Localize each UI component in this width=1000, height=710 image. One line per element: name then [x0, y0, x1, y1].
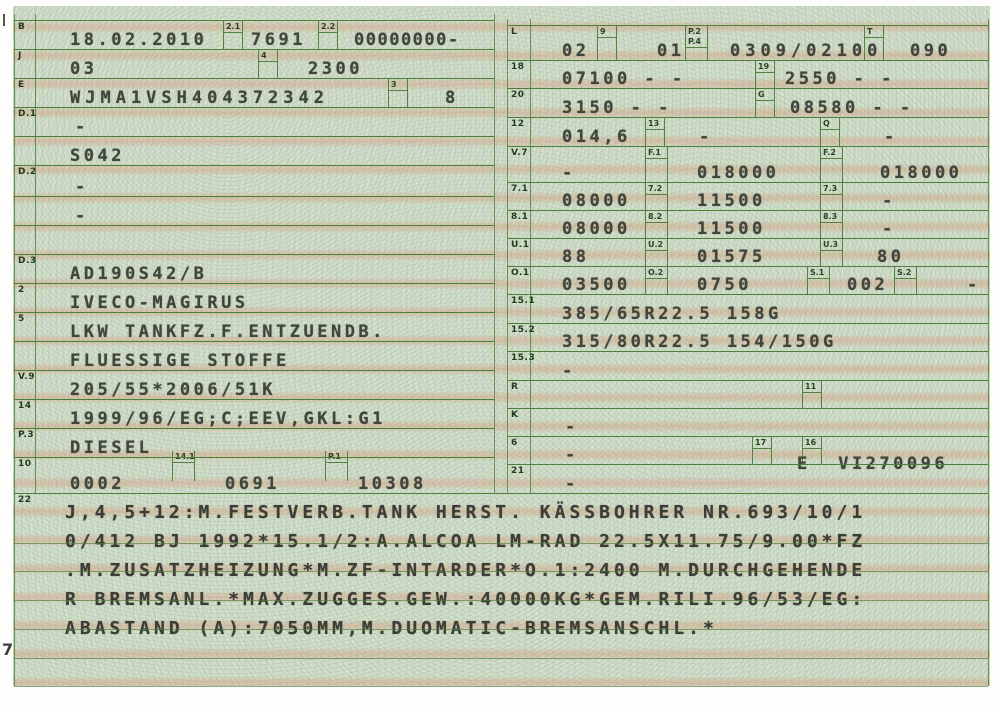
field-code: R — [511, 382, 519, 392]
field-row-K — [507, 408, 988, 437]
sub-field-box — [645, 147, 668, 183]
field-row — [14, 196, 494, 226]
sub-field-box — [223, 21, 243, 50]
field-value: 18.02.2010 — [70, 30, 208, 50]
field-code: 15.1 — [511, 296, 536, 306]
approval-number-value: E VI270096 — [797, 454, 949, 474]
sub-field-code: Q — [821, 118, 839, 130]
sub-field-box — [752, 437, 772, 465]
field-value: 00000000- — [354, 30, 460, 50]
field-code: 15.3 — [511, 353, 536, 363]
sub-field-code: 14.1 — [173, 451, 194, 463]
field-value: 2550 - - — [785, 69, 895, 89]
field-row-10 — [14, 457, 494, 494]
field-value: 80 — [877, 247, 905, 267]
field-code: 12 — [511, 119, 525, 129]
sub-field-code: P.1 — [326, 451, 347, 463]
field-code: D.3 — [18, 256, 37, 266]
remarks-rule — [14, 543, 988, 544]
field-value: - — [882, 191, 896, 211]
sub-field-code: U.2 — [646, 239, 667, 251]
field-value: 090 — [910, 41, 952, 61]
remarks-line: R BREMSANL.*MAX.ZUGGES.GEW.:40000KG*GEM.RILI.96/53/EG: — [65, 589, 867, 610]
field-value: - — [562, 361, 576, 381]
handwritten-margin-number: 7 — [2, 640, 14, 659]
field-value: 0309/02100 — [730, 41, 883, 61]
sub-field-box — [802, 381, 822, 409]
field-code: E — [18, 80, 25, 90]
sub-field-box — [820, 239, 843, 267]
field-code: O.1 — [511, 268, 530, 278]
sub-field-box — [820, 118, 840, 147]
sub-field-code: U.3 — [821, 239, 842, 251]
field-row-D2 — [14, 165, 494, 197]
field-code: 21 — [511, 466, 525, 476]
sub-field-box — [645, 239, 668, 267]
field-value: 10308 — [358, 474, 427, 494]
field-value: FLUESSIGE STOFFE — [70, 351, 290, 371]
field-code: B — [18, 22, 26, 32]
sub-field-code: T — [865, 26, 883, 38]
sub-field-code: 4 — [259, 50, 277, 62]
field-code: L — [511, 27, 518, 37]
sub-field-code: 19 — [756, 61, 774, 73]
remarks-rule — [14, 658, 988, 659]
field-value: LKW TANKFZ.F.ENTZUENDB. — [70, 322, 386, 342]
field-row-14 — [14, 399, 494, 429]
sub-field-box — [645, 183, 668, 211]
remarks-line: .M.ZUSATZHEIZUNG*M.ZF-INTARDER*O.1:2400 M.DURCHGEHENDE — [65, 560, 867, 581]
field-value: 1999/96/EG;C;EEV,GKL:G1 — [70, 409, 386, 429]
sub-field-box — [894, 267, 917, 295]
field-row-5 — [14, 312, 494, 342]
field-row-152 — [507, 323, 988, 352]
field-code: P.3 — [18, 430, 35, 440]
sub-field-code: 16 — [803, 437, 821, 449]
field-value: 11500 — [697, 219, 766, 239]
field-value: - — [75, 206, 89, 226]
sub-field-code: F.2 — [821, 147, 842, 159]
field-value: - — [565, 474, 579, 494]
field-value: - — [565, 417, 579, 437]
field-value: 02 — [562, 41, 590, 61]
field-row-71 — [507, 182, 988, 211]
field-value: S042 — [70, 146, 125, 166]
field-value: 03500 — [562, 275, 631, 295]
field-value: - — [75, 177, 89, 197]
field-value: 88 — [562, 247, 590, 267]
field-value: AD190S42/B — [70, 264, 208, 284]
field-row-J — [14, 49, 494, 79]
field-code: V.9 — [18, 372, 35, 382]
field-value: 018000 — [880, 163, 963, 183]
vin-value: WJMA1VSH404372342 — [70, 88, 329, 108]
field-row-E — [14, 78, 494, 108]
sub-field-code: P.2 — [688, 27, 701, 36]
field-value: - — [882, 219, 896, 239]
sub-field-code: 11 — [803, 381, 821, 393]
field-row-20 — [507, 88, 988, 118]
remarks-rule — [14, 686, 988, 687]
field-code: 2 — [18, 285, 25, 295]
field-value: - — [699, 127, 713, 147]
field-row — [14, 341, 494, 371]
sub-field-box — [864, 26, 884, 61]
field-code: D.2 — [18, 167, 37, 177]
field-value: 014,6 — [562, 127, 631, 147]
field-value: 385/65R22.5 158G — [562, 304, 782, 324]
sub-field-code: 7.2 — [646, 183, 667, 195]
field-value: DIESEL — [70, 438, 153, 458]
field-row-R — [507, 380, 988, 409]
sub-field-code: O.2 — [646, 267, 667, 279]
remarks-line: ABASTAND (A):7050MM,M.DUOMATIC-BREMSANSCHL.* — [65, 618, 718, 639]
sub-field-box — [820, 183, 843, 211]
field-code: K — [511, 410, 519, 420]
field-value: 11500 — [697, 191, 766, 211]
sub-field-box — [685, 26, 708, 61]
field-row-81 — [507, 210, 988, 239]
field-code: 22 — [18, 495, 32, 505]
field-code: U.1 — [511, 240, 530, 250]
field-code: 6 — [511, 438, 518, 448]
sub-field-code: 7.3 — [821, 183, 842, 195]
field-row-153 — [507, 351, 988, 381]
field-value: IVECO-MAGIRUS — [70, 293, 249, 313]
sub-field-code: 8.3 — [821, 211, 842, 223]
field-value: 2300 — [308, 59, 363, 79]
sub-field-box — [755, 89, 775, 118]
field-code: V.7 — [511, 148, 528, 158]
field-code: 5 — [18, 314, 25, 324]
field-value: - — [565, 445, 579, 465]
field-row-O1 — [507, 266, 988, 295]
remarks-rule — [14, 629, 988, 630]
field-row-12 — [507, 117, 988, 147]
field-row-V9 — [14, 370, 494, 400]
sub-field-box — [645, 267, 668, 295]
sub-field-code: 2.2 — [319, 21, 337, 33]
field-value: 03 — [70, 59, 98, 79]
field-value: 7691 — [251, 30, 306, 50]
field-value: 0750 — [697, 275, 752, 295]
field-row-151 — [507, 294, 988, 324]
field-value: 0002 — [70, 474, 125, 494]
sub-field-box — [258, 50, 278, 79]
scan-artifact-mark — [3, 14, 5, 26]
remarks-rule — [14, 600, 988, 601]
field-code: J — [18, 51, 22, 61]
remarks-section — [14, 493, 988, 687]
remarks-line: J,4,5+12:M.FESTVERB.TANK HERST. KÄSSBOHRER NR.693/10/1 — [65, 502, 867, 523]
sub-field-code: G — [756, 89, 774, 101]
field-row-2 — [14, 283, 494, 313]
field-row-21 — [507, 464, 988, 494]
field-value: 002 — [847, 275, 889, 295]
sub-field-code: 17 — [753, 437, 771, 449]
sub-field-code: P.4 — [686, 36, 707, 48]
field-value: - — [75, 117, 89, 137]
field-code: D.1 — [18, 109, 37, 119]
field-row-P3 — [14, 428, 494, 461]
sub-field-box — [807, 267, 830, 295]
field-value: - — [562, 163, 576, 183]
field-value: - — [967, 275, 981, 295]
sub-field-code: F.1 — [646, 147, 667, 159]
field-row-U1 — [507, 238, 988, 267]
sub-field-code: 13 — [646, 118, 664, 130]
field-value: 08580 - - — [790, 98, 914, 118]
field-code: 18 — [511, 62, 525, 72]
field-row — [14, 136, 494, 166]
field-value: 07100 - - — [562, 69, 686, 89]
sub-field-box — [645, 118, 665, 147]
field-value: 315/80R22.5 154/150G — [562, 332, 837, 352]
sub-field-box — [820, 147, 843, 183]
field-row — [14, 225, 494, 255]
sub-field-code: 2.1 — [224, 21, 242, 33]
field-value: 08000 — [562, 219, 631, 239]
field-row-18 — [507, 60, 988, 89]
sub-field-code: 3 — [389, 79, 407, 91]
field-value: 08000 — [562, 191, 631, 211]
field-code: 20 — [511, 90, 525, 100]
field-value: 3150 - - — [562, 98, 672, 118]
column-divider-rule — [494, 14, 495, 493]
field-code: 10 — [18, 459, 32, 469]
field-code: 7.1 — [511, 184, 529, 194]
field-value: 0691 — [225, 474, 280, 494]
sub-field-box — [645, 211, 668, 239]
field-row-D1 — [14, 107, 494, 137]
field-row-L — [507, 25, 988, 61]
sub-field-box — [318, 21, 338, 50]
field-row-B — [14, 20, 494, 50]
field-value: 01 — [657, 41, 685, 61]
sub-field-box — [388, 79, 408, 108]
sub-field-box — [820, 211, 843, 239]
field-value: 8 — [445, 88, 459, 108]
sub-field-code: S.1 — [808, 267, 829, 279]
field-code: 15.2 — [511, 325, 536, 335]
sub-field-code: 9 — [598, 26, 616, 38]
field-value: 018000 — [697, 163, 780, 183]
sub-field-code: 8.2 — [646, 211, 667, 223]
field-value: - — [884, 127, 898, 147]
sub-field-box — [755, 61, 775, 89]
field-row-V7 — [507, 146, 988, 183]
remarks-rule — [14, 571, 988, 572]
form-area — [13, 6, 990, 686]
field-code: 8.1 — [511, 212, 529, 222]
sub-field-code: S.2 — [895, 267, 916, 279]
field-value: 01575 — [697, 247, 766, 267]
right-edge-rule — [988, 19, 989, 686]
field-value: 205/55*2006/51K — [70, 380, 277, 400]
field-code: 14 — [18, 401, 32, 411]
sub-field-box — [597, 26, 617, 61]
remarks-line: 0/412 BJ 1992*15.1/2:A.ALCOA LM-RAD 22.5X11.75/9.00*FZ — [65, 531, 867, 552]
field-row-D3 — [14, 254, 494, 284]
